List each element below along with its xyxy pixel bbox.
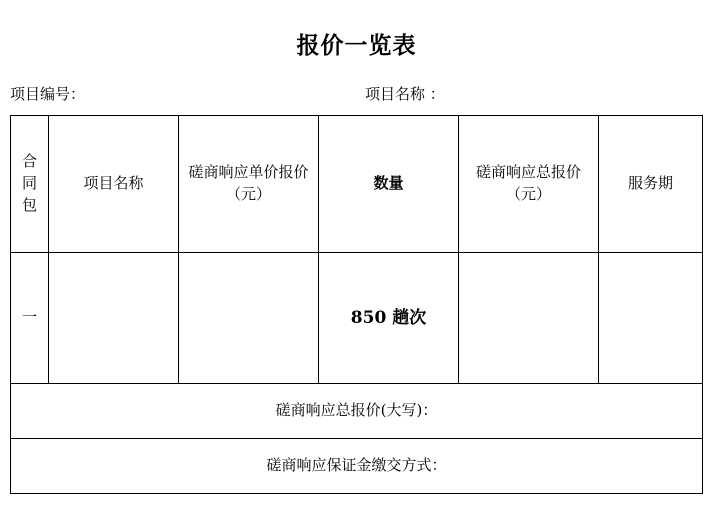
header-cell-project-name: 项目名称 (49, 116, 179, 253)
cell-total-price[interactable] (459, 253, 599, 384)
header-cell-service-term: 服务期 (599, 116, 703, 253)
table-footer-row-deposit-method (11, 439, 703, 494)
table-row (11, 253, 703, 384)
cell-service-term[interactable] (599, 253, 703, 384)
table-footer-row-total-in-words (11, 384, 703, 439)
cell-total-in-words[interactable]: 磋商响应总报价(大写)： (11, 384, 703, 439)
cell-quantity: 850 趟次 (319, 253, 459, 384)
cell-package: 一 (11, 253, 49, 384)
header-cell-unit-price: 磋商响应单价报价（元） (179, 116, 319, 253)
cell-deposit-method[interactable]: 磋商响应保证金缴交方式： (11, 439, 703, 494)
cell-project-name[interactable] (49, 253, 179, 384)
project-number-label: 项目编号： (10, 85, 86, 103)
header-cell-quantity: 数量 (319, 116, 459, 253)
header-cell-total-price: 磋商响应总报价（元） (459, 116, 599, 253)
table-header-row (11, 116, 703, 253)
cell-unit-price[interactable] (179, 253, 319, 384)
page-title: 报价一览表 (296, 32, 417, 59)
header-cell-package: 合同包 (11, 116, 49, 253)
quote-table (10, 115, 703, 494)
project-name-label: 项目名称 ： (365, 85, 445, 103)
meta-fields (0, 83, 713, 104)
